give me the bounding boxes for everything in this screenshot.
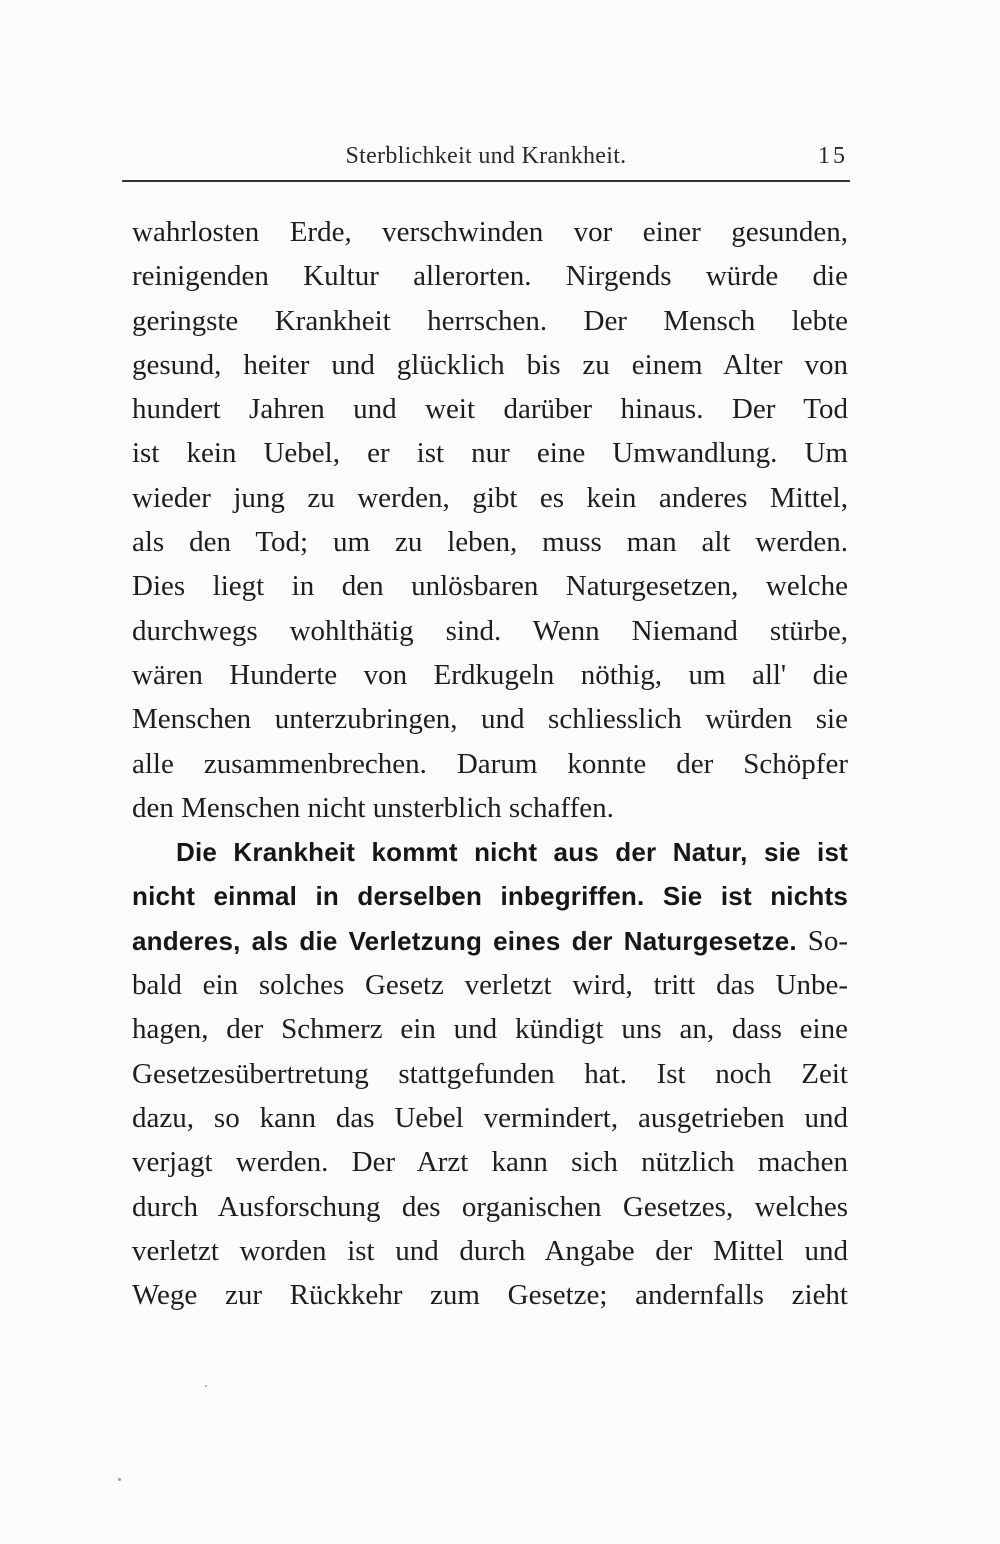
page-number: 15 bbox=[818, 143, 848, 169]
text-line: bald ein solches Gesetz verletzt wird, tritt das Unbe- bbox=[132, 969, 848, 1002]
text-line: geringste Krankheit herrschen. Der Mensch lebte bbox=[132, 304, 848, 337]
bold-text-line: Die Krankheit kommt nicht aus der Natur, sie ist bbox=[176, 837, 848, 868]
text-line: hundert Jahren und weit darüber hinaus. Der Tod bbox=[132, 393, 848, 426]
text-line: alle zusammenbrechen. Darum konnte der Schöpfer bbox=[132, 747, 848, 780]
text-line: Gesetzesübertretung stattgefunden hat. Ist noch Zeit bbox=[132, 1057, 848, 1090]
text-line: den Menschen nicht unsterblich schaffen. bbox=[132, 791, 614, 824]
header-rule bbox=[122, 180, 850, 182]
text-line: wären Hunderte von Erdkugeln nöthig, um all' die bbox=[132, 658, 848, 691]
text-line: durchwegs wohlthätig sind. Wenn Niemand stürbe, bbox=[132, 614, 848, 647]
running-title: Sterblichkeit und Krankheit. bbox=[345, 143, 627, 169]
text-line: reinigenden Kultur allerorten. Nirgends würde die bbox=[132, 260, 848, 293]
running-head bbox=[122, 143, 850, 175]
text-line: Menschen unterzubringen, und schliesslich würden sie bbox=[132, 703, 848, 736]
text-line: ist kein Uebel, er ist nur eine Umwandlung. Um bbox=[132, 437, 848, 470]
text-line: gesund, heiter und glücklich bis zu einem Alter von bbox=[132, 348, 848, 381]
paragraph-1 bbox=[132, 210, 848, 830]
text-line: Wege zur Rückkehr zum Gesetze; andernfalls zieht bbox=[132, 1279, 848, 1312]
paper-speck bbox=[118, 1478, 121, 1481]
paragraph-2 bbox=[132, 830, 848, 1317]
bold-text-fragment: anderes, als die Verletzung eines der Naturgesetze. bbox=[132, 925, 797, 956]
text-line: verjagt werden. Der Arzt kann sich nützlich machen bbox=[132, 1146, 848, 1179]
text-fragment: So- bbox=[807, 924, 848, 957]
text-line: wieder jung zu werden, gibt es kein anderes Mittel, bbox=[132, 481, 848, 514]
text-line: verletzt worden ist und durch Angabe der Mittel und bbox=[132, 1234, 848, 1267]
text-line: hagen, der Schmerz ein und kündigt uns an, dass eine bbox=[132, 1013, 848, 1046]
text-line: als den Tod; um zu leben, muss man alt werden. bbox=[132, 526, 848, 559]
text-line: Dies liegt in den unlösbaren Naturgesetzen, welche bbox=[132, 570, 848, 603]
body-text bbox=[132, 210, 848, 1317]
text-line: dazu, so kann das Uebel vermindert, ausgetrieben und bbox=[132, 1101, 848, 1134]
text-line: durch Ausforschung des organischen Gesetzes, welches bbox=[132, 1190, 848, 1223]
mixed-text-line bbox=[132, 919, 848, 963]
paper-speck bbox=[205, 1385, 207, 1387]
bold-text-line: nicht einmal in derselben inbegriffen. Sie ist nichts bbox=[132, 881, 848, 912]
text-line: wahrlosten Erde, verschwinden vor einer gesunden, bbox=[132, 216, 848, 248]
